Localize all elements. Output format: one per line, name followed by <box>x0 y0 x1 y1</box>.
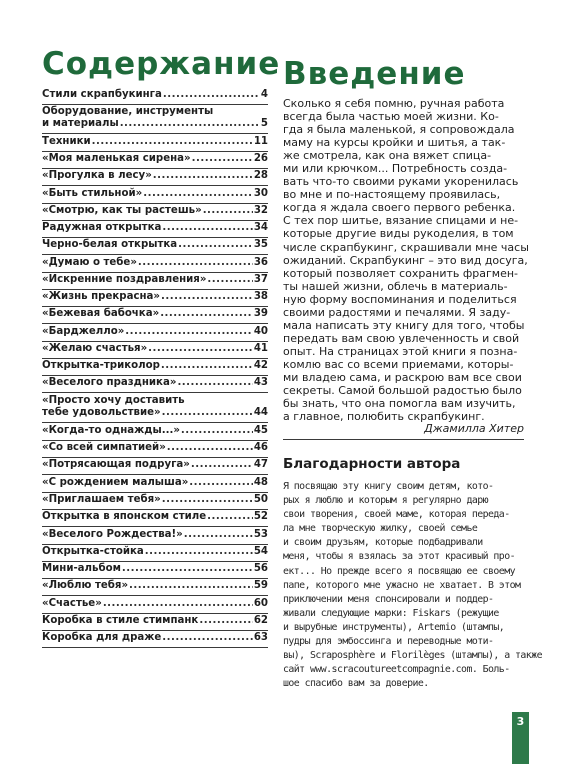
toc-page-number: 63 <box>253 632 268 643</box>
thanks-line: Я посвящаю эту книгу своим детям, кото- <box>283 481 494 492</box>
toc-item-line <box>42 425 268 437</box>
toc-dot-leader <box>184 529 253 541</box>
toc-page-number: 43 <box>253 377 268 388</box>
thanks-line: сайт www.scracoutureetcompagnie.com. Боль- <box>283 664 510 676</box>
toc-dot-leader <box>178 239 253 251</box>
toc-item <box>42 360 268 376</box>
toc-item-line <box>42 343 268 355</box>
toc-item <box>42 257 268 273</box>
intro-line: всегда была частью моей жизни. Ко- <box>283 110 499 124</box>
intro-line: ми владею сама, и раскрою вам все свои <box>283 370 522 384</box>
intro-line: мала написать эту книгу для того, чтобы <box>283 318 525 332</box>
toc-page-number: 38 <box>253 291 268 302</box>
toc-item-label: «Веселого Рождества!» <box>42 529 183 540</box>
intro-line: числе скрапбукинг, скрашивали мне часы <box>283 240 529 254</box>
intro-line: ную форму воспоминания и поделиться <box>283 292 517 306</box>
author-signature: Джамилла Хитер <box>424 422 524 435</box>
toc-item-label: «Быть стильной» <box>42 188 143 199</box>
toc-page-number: 4 <box>260 89 268 100</box>
toc-item <box>42 477 268 493</box>
thanks-line: пудры для эмбоссинга и переводные моти- <box>283 636 494 648</box>
toc-item-line <box>42 89 268 101</box>
toc-dot-leader <box>129 580 253 592</box>
toc-dot-leader <box>192 153 253 165</box>
toc-dot-leader <box>145 546 253 558</box>
toc-dot-leader <box>162 222 252 234</box>
intro-line: гда я была маленькой, я сопровождала <box>283 123 515 137</box>
toc-item-label: Техники <box>42 136 91 147</box>
toc-page-number: 11 <box>253 136 268 147</box>
toc-page-number: 56 <box>253 563 268 574</box>
toc-item-label: «Веселого праздника» <box>42 377 177 388</box>
toc-item <box>42 632 268 648</box>
toc-dot-leader <box>161 291 253 303</box>
toc-item <box>42 442 268 458</box>
toc-page-number: 47 <box>253 459 268 470</box>
toc-item-label: «Потрясающая подруга» <box>42 459 190 470</box>
toc-page-number: 45 <box>253 425 268 436</box>
toc-item <box>42 106 268 134</box>
toc-item-line <box>42 257 268 269</box>
toc-item-label: «Люблю тебя» <box>42 580 129 591</box>
toc-item-line <box>42 377 268 389</box>
toc-item-label: «Со всей симпатией» <box>42 442 166 453</box>
toc-item <box>42 188 268 204</box>
toc-item-label: Коробка в стиле стимпанк <box>42 615 199 626</box>
toc-item-line <box>42 615 268 627</box>
toc-item-line <box>42 308 268 320</box>
toc-item-label: «С рождением малыша» <box>42 477 189 488</box>
thanks-line: и своим друзьям, которые подбадривали <box>283 537 483 549</box>
intro-line: бы знать, что она помогла вам изучить, <box>283 397 516 411</box>
toc-dot-leader <box>143 188 253 200</box>
toc-item-line <box>42 477 268 489</box>
toc-item-line <box>42 118 268 130</box>
toc-page-number: 60 <box>253 598 268 609</box>
toc-item-line <box>42 459 268 471</box>
toc-item-line <box>42 239 268 251</box>
toc-item-line <box>42 511 268 523</box>
toc-dot-leader <box>153 170 253 182</box>
thanks-line: папе, которого мне ужасно не хватает. В этом <box>283 579 521 591</box>
toc-dot-leader <box>207 511 253 523</box>
toc-title: Содержание <box>42 46 281 82</box>
toc-dot-leader <box>162 407 253 419</box>
toc-item-label: «Смотрю, как ты растешь» <box>42 205 202 216</box>
toc-item <box>42 89 268 105</box>
toc-item-line <box>42 205 268 217</box>
toc-dot-leader <box>162 632 253 644</box>
thanks-line: шое спасибо вам за доверие. <box>283 678 429 690</box>
toc-item <box>42 239 268 255</box>
toc-item-line <box>42 563 268 575</box>
toc-item-label: «Когда-то однажды...» <box>42 425 180 436</box>
toc-item-line <box>42 395 268 407</box>
toc-item <box>42 326 268 342</box>
toc-item-label: «Счастье» <box>42 598 102 609</box>
toc-dot-leader <box>138 257 253 269</box>
toc-item-label: тебе удовольствие» <box>42 407 161 418</box>
toc-page-number: 5 <box>260 118 268 129</box>
section-divider <box>283 439 524 440</box>
toc-dot-leader <box>148 343 253 355</box>
toc-item-label: Черно-белая открытка <box>42 239 178 250</box>
toc-item-line <box>42 598 268 610</box>
intro-text <box>283 97 529 424</box>
toc-item <box>42 395 268 423</box>
toc-page-number: 36 <box>253 257 268 268</box>
page-number: 3 <box>516 715 525 728</box>
intro-line: же смотрела, как она вяжет спица- <box>283 149 492 163</box>
toc-item-label: Открытка в японском стиле <box>42 511 207 522</box>
toc-item-line <box>42 153 268 165</box>
toc-dot-leader <box>120 118 260 130</box>
toc-item <box>42 598 268 614</box>
toc-item-label: «Думаю о тебе» <box>42 257 137 268</box>
toc-dot-leader <box>189 477 253 489</box>
toc-page-number: 53 <box>253 529 268 540</box>
intro-line: секреты. Самой большой радостью было <box>283 384 522 398</box>
toc-item-label: Коробка для драже <box>42 632 162 643</box>
toc-page-number: 48 <box>253 477 268 488</box>
intro-line: ми или крючком... Потребность созда- <box>283 162 508 176</box>
toc-item-line <box>42 632 268 644</box>
toc-page-number: 62 <box>253 615 268 626</box>
toc-item-line <box>42 529 268 541</box>
intro-line: передать вам свою увлеченность и свой <box>283 331 520 345</box>
toc-item <box>42 274 268 290</box>
toc-item <box>42 291 268 307</box>
toc-item <box>42 222 268 238</box>
intro-line: опыт. На страницах этой книги я позна- <box>283 344 518 358</box>
thanks-text <box>283 480 542 691</box>
toc-dot-leader <box>203 205 253 217</box>
intro-line: Сколько я себя помню, ручная работа <box>283 97 505 110</box>
toc-dot-leader <box>199 615 252 627</box>
thanks-line: ла мне творческую жилку, своей семье <box>283 523 478 535</box>
toc-page-number: 30 <box>253 188 268 199</box>
toc-item-label: «Желаю счастья» <box>42 343 148 354</box>
thanks-line: рых я люблю и которым я регулярно дарю <box>283 495 489 507</box>
toc-item <box>42 529 268 545</box>
toc-dot-leader <box>125 326 253 338</box>
toc-item-label: «Искренние поздравления» <box>42 274 207 285</box>
toc-item-line <box>42 274 268 286</box>
toc-dot-leader <box>160 308 253 320</box>
toc-dot-leader <box>103 598 253 610</box>
toc-item-line <box>42 442 268 454</box>
toc-item-line <box>42 326 268 338</box>
toc-item-line <box>42 580 268 592</box>
toc-page-number: 39 <box>253 308 268 319</box>
toc-page-number: 34 <box>253 222 268 233</box>
toc-item <box>42 308 268 324</box>
toc-dot-leader <box>162 494 253 506</box>
intro-line: своими радостями и печалями. Я заду- <box>283 305 511 319</box>
toc-page-number: 59 <box>253 580 268 591</box>
toc-item-label: Открытка-стойка <box>42 546 144 557</box>
thanks-line: и вырубные инструменты), Artemio (штампы, <box>283 621 505 633</box>
toc-item-label: «Бежевая бабочка» <box>42 308 160 319</box>
page-number-tab <box>512 712 529 764</box>
toc-page-number: 46 <box>253 442 268 453</box>
thanks-line: ект... Но прежде всего я посвящаю ее своему <box>283 565 515 577</box>
toc-item-line <box>42 360 268 372</box>
toc-item-line <box>42 222 268 234</box>
toc-page-number: 35 <box>253 239 268 250</box>
toc-item-label: «Моя маленькая сирена» <box>42 153 191 164</box>
thanks-title: Благодарности автора <box>283 456 461 472</box>
toc-page-number: 54 <box>253 546 268 557</box>
thanks-line: вы), Scraposphère и Florilèges (штампы), а также <box>283 650 542 662</box>
toc-item-line <box>42 170 268 182</box>
toc-item <box>42 153 268 169</box>
toc-item-line <box>42 291 268 303</box>
intro-line: когда я ждала своего первого ребенка. <box>283 201 516 215</box>
toc-dot-leader <box>167 442 253 454</box>
toc-page-number: 42 <box>253 360 268 371</box>
toc-item <box>42 136 268 152</box>
toc-item <box>42 170 268 186</box>
toc-item <box>42 494 268 510</box>
thanks-line: приключении меня спонсировали и поддер- <box>283 593 494 605</box>
toc-item-label: Открытка-триколор <box>42 360 160 371</box>
toc-item-label: «Прогулка в лесу» <box>42 170 152 181</box>
toc-item-label: Радужная открытка <box>42 222 162 233</box>
toc-page-number: 37 <box>253 274 268 285</box>
intro-line: во мне и по-настоящему проявилась, <box>283 188 501 202</box>
toc-dot-leader <box>207 274 252 286</box>
intro-line: вать что-то своими руками укоренилась <box>283 175 519 189</box>
toc-page-number: 40 <box>253 326 268 337</box>
intro-line: маму на курсы кройки и шитья, а так- <box>283 136 506 150</box>
intro-line: комлю вас со всеми приемами, которы- <box>283 357 514 371</box>
intro-line: а главное, полюбить скрапбукинг. <box>283 410 485 424</box>
thanks-line: меня, чтобы я взялась за этот красивый про- <box>283 551 515 563</box>
toc-page-number: 41 <box>253 343 268 354</box>
toc-item-label: Оборудование, инструменты <box>42 106 214 117</box>
toc-item-line <box>42 188 268 200</box>
toc-dot-leader <box>92 136 253 148</box>
toc-item <box>42 546 268 562</box>
toc-item-label: Мини-альбом <box>42 563 121 574</box>
toc-item <box>42 615 268 631</box>
thanks-line: живали следующие марки: Fiskars (режущие <box>283 607 499 619</box>
toc-item-line <box>42 494 268 506</box>
toc-item <box>42 343 268 359</box>
toc-item <box>42 205 268 221</box>
toc-dot-leader <box>163 89 260 101</box>
toc-item-line <box>42 106 268 118</box>
toc-page-number: 28 <box>253 170 268 181</box>
toc-item <box>42 425 268 441</box>
toc-item-line <box>42 546 268 558</box>
toc-item <box>42 377 268 393</box>
toc-item-line <box>42 136 268 148</box>
toc-item-label: и материалы <box>42 118 119 129</box>
toc-item-label: Стили скрапбукинга <box>42 89 162 100</box>
toc-dot-leader <box>181 425 253 437</box>
toc-dot-leader <box>161 360 253 372</box>
intro-line: которые другие виды рукоделия, в том <box>283 227 514 241</box>
toc-item-label: «Приглашаем тебя» <box>42 494 161 505</box>
intro-line: который позволяет сохранить фрагмен- <box>283 266 519 280</box>
intro-line: С тех пор шитье, вязание спицами и не- <box>283 214 519 228</box>
toc-dot-leader <box>177 377 252 389</box>
toc-page-number: 44 <box>253 407 268 418</box>
toc-page-number: 50 <box>253 494 268 505</box>
toc-item <box>42 459 268 475</box>
toc-item <box>42 563 268 579</box>
toc-item-label: «Барджелло» <box>42 326 125 337</box>
intro-line: ты нашей жизни, облечь в материаль- <box>283 279 508 293</box>
toc-page-number: 32 <box>253 205 268 216</box>
toc-dot-leader <box>191 459 253 471</box>
intro-title: Введение <box>283 56 466 92</box>
toc-item-label: «Жизнь прекрасна» <box>42 291 160 302</box>
toc-dot-leader <box>122 563 253 575</box>
toc-item-label: «Просто хочу доставить <box>42 395 185 406</box>
toc-page-number: 26 <box>253 153 268 164</box>
toc-page-number: 52 <box>253 511 268 522</box>
intro-line: ожиданий. Скрапбукинг – это вид досуга, <box>283 253 528 267</box>
toc-item <box>42 511 268 527</box>
toc-item <box>42 580 268 596</box>
thanks-line: свои творения, своей маме, которая переда- <box>283 509 510 521</box>
toc-item-line <box>42 407 268 419</box>
